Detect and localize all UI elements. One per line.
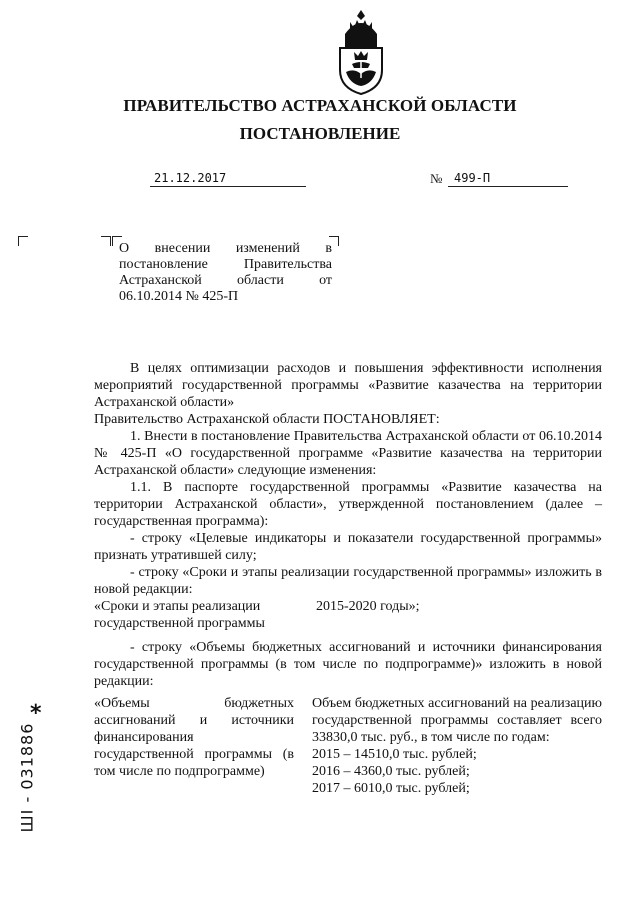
document-date: 21.12.2017 — [150, 171, 306, 187]
organization-title: ПРАВИТЕЛЬСТВО АСТРАХАНСКОЙ ОБЛАСТИ — [123, 96, 517, 115]
funding-intro: Объем бюджетных ассигнований на реализацию государственной программы составляет всего 33830,0 тыс. руб., в том числе по годам: — [312, 696, 602, 745]
paragraph-terms: - строку «Сроки и этапы реализации государственной программы» изложить в новой редакции: — [94, 565, 602, 597]
paragraph-resolves: Правительство Астраханской области ПОСТАНОВЛЯЕТ: — [94, 412, 440, 427]
paragraph-funding: - строку «Объемы бюджетных ассигнований и источники финансирования государственной программы (в том числе по подпрограмме)» изложить в новой редакции: — [94, 640, 602, 689]
funding-value-cell — [312, 695, 602, 797]
terms-label-cell: «Сроки и этапы реализации государственной программы — [94, 599, 265, 631]
corner-mark — [101, 236, 111, 246]
side-serial-stamp: ШI - 031886 — [17, 722, 37, 833]
terms-table — [94, 598, 602, 632]
funding-year: 2017 – 6010,0 тыс. рублей; — [312, 781, 470, 796]
document-body — [94, 360, 602, 797]
paragraph-item-1: 1. Внести в постановление Правительства Астраханской области от 06.10.2014 № 425-П «О государственной программе «Развитие казачества на территории Астраханской области» следующие изменения: — [94, 429, 602, 478]
document-number: 499-П — [448, 171, 568, 187]
paragraph-item-1-1: 1.1. В паспорте государственной программы «Развитие казачества на территории Астраханской области», утвержденной постановлением (далее – государственная программа): — [94, 480, 602, 529]
document-type: ПОСТАНОВЛЕНИЕ — [239, 124, 401, 143]
side-asterisk: * — [30, 701, 42, 726]
funding-label-cell: «Объемы бюджетных ассигнований и источники финансирования государственной программы (в том числе по подпрограмме) — [94, 696, 294, 779]
document-subject: О внесении изменений в постановление Правительства Астраханской области от 06.10.2014 № 425-П — [119, 241, 332, 304]
funding-table — [94, 695, 602, 797]
number-label: № — [430, 171, 443, 186]
paragraph-indicators: - строку «Целевые индикаторы и показатели государственной программы» признать утратившей силу; — [94, 531, 602, 563]
funding-year: 2015 – 14510,0 тыс. рублей; — [312, 747, 477, 762]
funding-year: 2016 – 4360,0 тыс. рублей; — [312, 764, 470, 779]
corner-mark — [18, 236, 28, 246]
coat-of-arms-icon — [332, 8, 390, 96]
terms-value-cell: 2015-2020 годы»; — [316, 599, 420, 614]
paragraph-purpose: В целях оптимизации расходов и повышения эффективности исполнения мероприятий государственной программы «Развитие казачества на территории Астраханской области» — [94, 361, 602, 410]
